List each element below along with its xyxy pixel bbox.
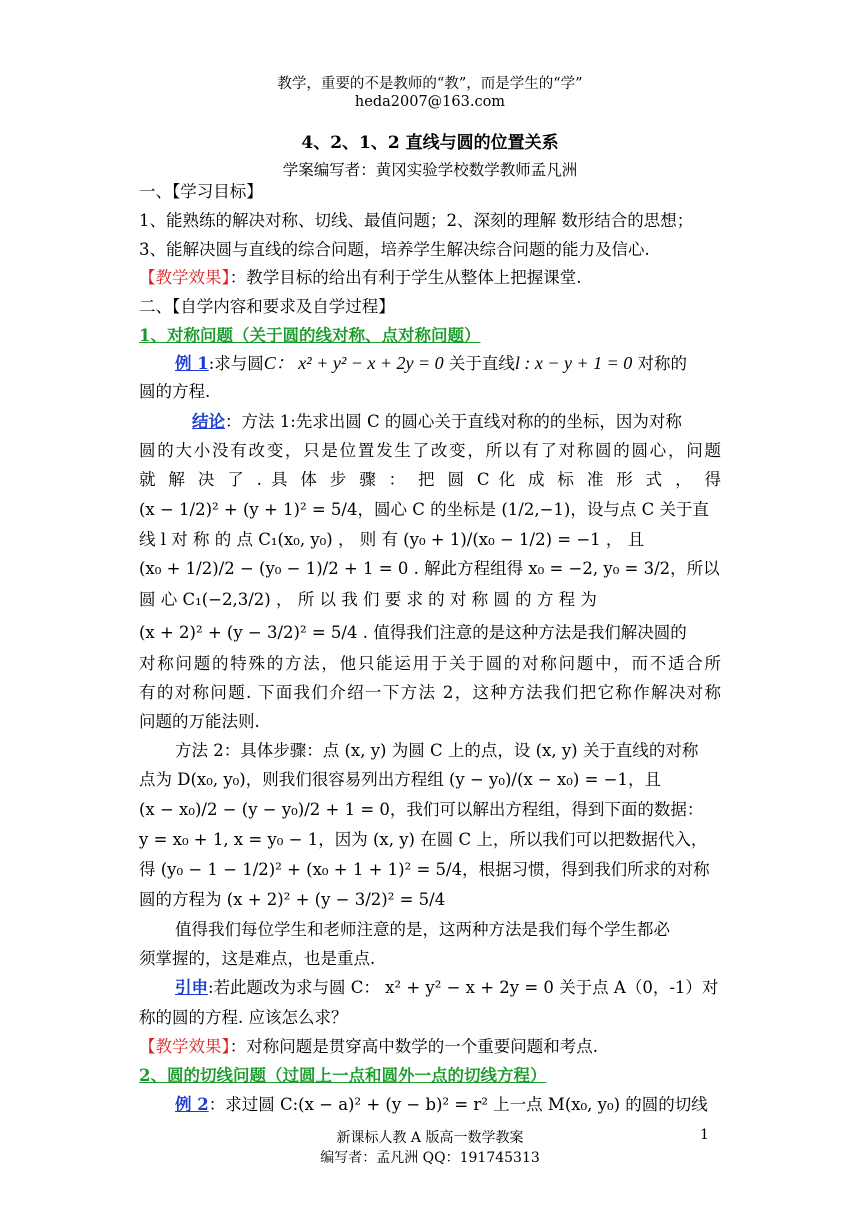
- topic2-row: [139, 1068, 721, 1085]
- document-title: 4、2、1、2 直线与圆的位置关系: [301, 133, 559, 153]
- example2-line-1: [175, 1097, 721, 1114]
- example1-label[interactable]: 例 1: [175, 354, 209, 373]
- conclusion-line-4: (x − 1/2)² + (y + 1)² = 5/4，圆心 C 的坐标是 (1/2,−1)，设与点 C 关于直: [139, 500, 709, 519]
- footer-editor: 编写者：孟凡洲 QQ：191745313: [320, 1150, 540, 1166]
- section2-heading: 二、【自学内容和要求及自学过程】: [139, 297, 395, 316]
- header-motto: 教学，重要的不是教师的“教”，而是学生的“学”: [277, 76, 583, 92]
- method2-line-4: y = x₀ + 1, x = y₀ − 1，因为 (x, y) 在圆 C 上，所以我们可以把数据代入，: [139, 830, 708, 849]
- teaching-effect-1: [139, 270, 721, 287]
- footer-page-number: 1: [700, 1127, 709, 1143]
- teaching-effect-tag: 【教学效果】: [139, 268, 230, 287]
- extension-line-1: [175, 980, 721, 997]
- example1-line-eq: l : x − y + 1 = 0: [514, 353, 633, 373]
- objective-line-1: 1、能熟练的解决对称、切线、最值问题；2、深刻的理解 数形结合的思想；: [139, 211, 694, 230]
- conclusion-line-10: 有的对称问题. 下面我们介绍一下方法 2，这种方法我们把它称作解决对称: [139, 683, 721, 702]
- footer-book: 新课标人教 A 版高一数学教案: [336, 1130, 524, 1146]
- example1-circle-eq: C： x² + y² − x + 2y = 0: [263, 353, 444, 373]
- note-line-1: 值得我们每位学生和老师注意的是，这两种方法是我们每个学生都必: [175, 920, 670, 939]
- method2-line-5: 得 (y₀ − 1 − 1/2)² + (x₀ + 1 + 1)² = 5/4，根据习惯，得到我们所求的对称: [139, 860, 710, 879]
- conclusion-label[interactable]: 结论: [192, 412, 225, 431]
- topic1-heading: 1、对称问题（关于圆的线对称、点对称问题）: [139, 326, 481, 345]
- conclusion-line-2: 圆的大小没有改变，只是位置发生了改变，所以有了对称圆的圆心，问题: [139, 441, 721, 460]
- teaching-effect-2-tag: 【教学效果】: [139, 1037, 230, 1056]
- example1-line-2: 圆的方程.: [139, 382, 211, 401]
- method2-line-2: 点为 D(x₀, y₀)，则我们很容易列出方程组 (y − y₀)/(x − x₀) = −1，且: [139, 770, 661, 789]
- topic1-row: [139, 328, 721, 345]
- extension-line-2: 称的圆的方程. 应该怎么求？: [139, 1008, 348, 1027]
- conclusion-line-8: (x + 2)² + (y − 3/2)² = 5/4 . 值得我们注意的是这种方法是我们解决圆的: [139, 623, 687, 642]
- topic2-heading: 2、圆的切线问题（过圆上一点和圆外一点的切线方程）: [139, 1066, 547, 1085]
- author-line: 学案编写者：黄冈实验学校数学教师孟凡洲: [282, 161, 578, 179]
- teaching-effect-2-text: ：对称问题是贯穿高中数学的一个重要问题和考点.: [229, 1037, 598, 1056]
- example2-text-1: ：求过圆 C:(x − a)² + (y − b)² = r² 上一点 M(x₀, y₀) 的圆的切线: [208, 1095, 708, 1114]
- conclusion-line-3: 就 解 决 了 . 具 体 步 骤 ： 把 圆 C 化 成 标 准 形 式 ， 得: [139, 470, 721, 489]
- example1-text-c: 对称的: [632, 354, 688, 373]
- conclusion-line-9: 对称问题的特殊的方法，他只能运用于关于圆的对称问题中，而不适合所: [139, 654, 721, 673]
- objective-line-2: 3、能解决圆与直线的综合问题，培养学生解决综合问题的能力及信心.: [139, 240, 650, 259]
- header-email: heda2007@163.com: [354, 94, 506, 110]
- example1-text-b: 关于直线: [443, 354, 515, 373]
- conclusion-line-1: [192, 414, 721, 431]
- conclusion-line-5: 线 l 对 称 的 点 C₁(x₀, y₀) ， 则 有 (y₀ + 1)/(x₀ − 1/2) = −1 ， 且: [139, 530, 645, 549]
- conclusion-text-1: ：方法 1:先求出圆 C 的圆心关于直线对称的的坐标，因为对称: [225, 412, 682, 431]
- conclusion-line-11: 问题的万能法则.: [139, 712, 260, 731]
- method2-line-1: 方法 2：具体步骤：点 (x, y) 为圆 C 上的点，设 (x, y) 关于直线的对称: [175, 741, 699, 760]
- method2-line-6: 圆的方程为 (x + 2)² + (y − 3/2)² = 5/4: [139, 890, 446, 909]
- note-line-2: 须掌握的，这是难点，也是重点.: [139, 949, 376, 968]
- teaching-effect-text: ：教学目标的给出有利于学生从整体上把握课堂.: [229, 268, 582, 287]
- conclusion-line-6: (x₀ + 1/2)/2 − (y₀ − 1)/2 + 1 = 0 . 解此方程组得 x₀ = −2, y₀ = 3/2，所以: [139, 559, 720, 578]
- example1-text-a: :求与圆: [208, 354, 264, 373]
- teaching-effect-2: [139, 1039, 721, 1056]
- example1-line-1: [175, 354, 721, 373]
- conclusion-line-7: 圆 心 C₁(−2,3/2) ， 所 以 我 们 要 求 的 对 称 圆 的 方 程 为: [139, 590, 597, 609]
- extension-label[interactable]: 引申: [175, 978, 208, 997]
- extension-text-1: :若此题改为求与圆 C： x² + y² − x + 2y = 0 关于点 A（0，-1）对: [208, 978, 719, 997]
- example2-label[interactable]: 例 2: [175, 1095, 209, 1114]
- method2-line-3: (x − x₀)/2 − (y − y₀)/2 + 1 = 0，我们可以解出方程组，得到下面的数据：: [139, 800, 704, 819]
- section1-heading: 一、【学习目标】: [139, 182, 263, 201]
